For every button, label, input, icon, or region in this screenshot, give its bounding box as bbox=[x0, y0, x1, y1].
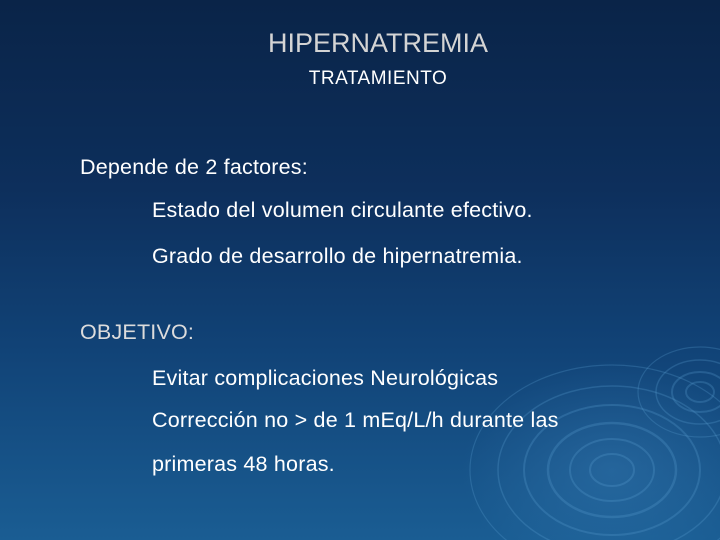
section-heading-objetivo: OBJETIVO: bbox=[80, 320, 195, 344]
list-item: Evitar complicaciones Neurológicas bbox=[152, 366, 499, 390]
list-item: Estado del volumen circulante efectivo. bbox=[152, 198, 533, 222]
list-item: Corrección no > de 1 mEq/L/h durante las bbox=[152, 408, 559, 432]
slide-title: HIPERNATREMIA bbox=[267, 28, 489, 58]
list-item: Grado de desarrollo de hipernatremia. bbox=[152, 244, 523, 268]
section-heading-factores: Depende de 2 factores: bbox=[80, 155, 308, 179]
slide-subtitle: TRATAMIENTO bbox=[308, 68, 448, 89]
list-item: primeras 48 horas. bbox=[152, 452, 335, 476]
